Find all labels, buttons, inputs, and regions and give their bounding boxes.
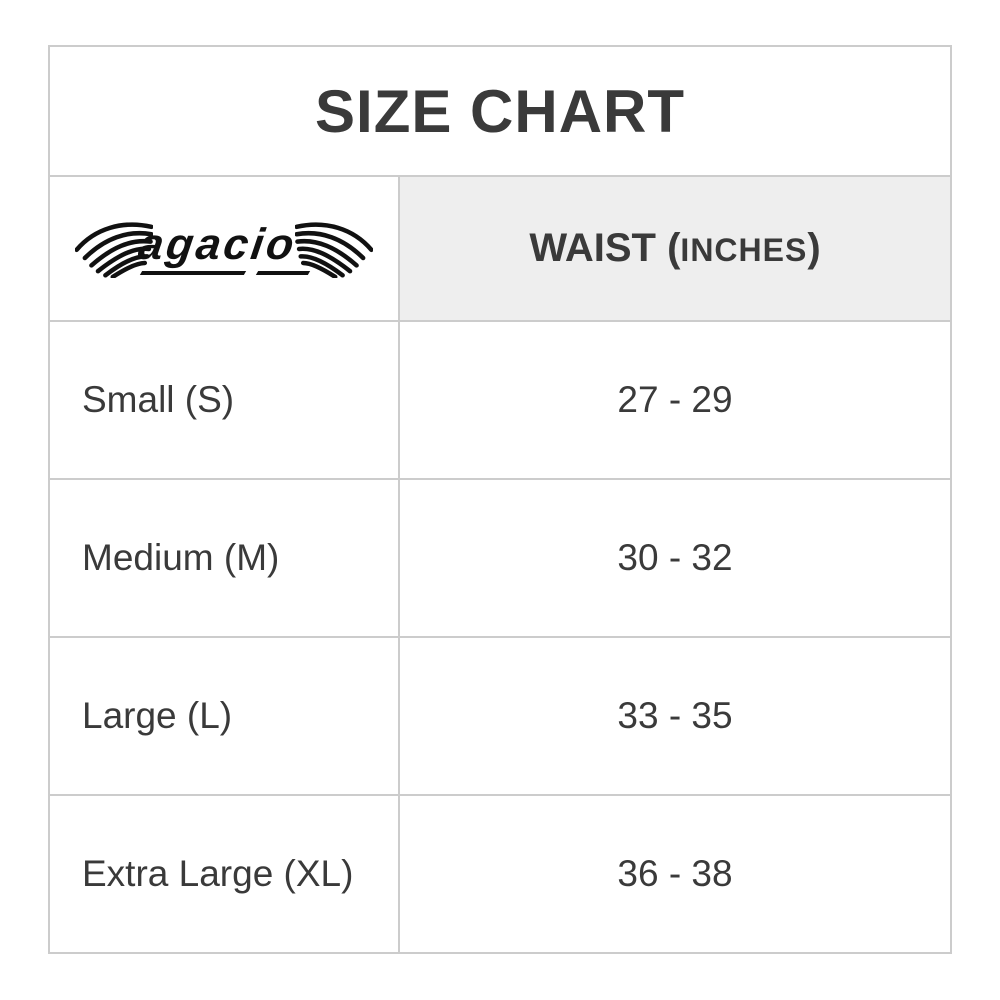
waist-cell [400, 796, 950, 952]
size-cell [50, 322, 400, 478]
waist-close-paren: ) [807, 226, 821, 270]
brand-block [135, 219, 309, 275]
table-row-medium [50, 480, 950, 638]
waist-value: 33 - 35 [617, 695, 733, 736]
waist-value: 30 - 32 [617, 537, 733, 578]
table-row-small [50, 322, 950, 480]
brand-logo-cell [50, 177, 400, 320]
agacio-logo [75, 220, 373, 278]
size-label: Medium (M) [82, 537, 280, 578]
waist-header-label [529, 226, 820, 271]
waist-cell [400, 322, 950, 478]
waist-value: 27 - 29 [617, 379, 733, 420]
size-cell [50, 638, 400, 794]
table-body [50, 322, 950, 952]
size-cell [50, 480, 400, 636]
size-label: Extra Large (XL) [82, 853, 354, 894]
page-title: SIZE CHART [315, 77, 685, 145]
waist-unit-label: INCHES [680, 232, 808, 268]
size-label: Large (L) [82, 695, 233, 736]
table-row-large [50, 638, 950, 796]
waist-cell [400, 480, 950, 636]
title-row [50, 47, 950, 177]
waist-header-cell [400, 177, 950, 320]
table-row-extra-large [50, 796, 950, 952]
table-header-row [50, 177, 950, 322]
brand-underline [140, 271, 310, 275]
size-cell [50, 796, 400, 952]
size-chart-table [48, 45, 952, 954]
size-label: Small (S) [82, 379, 235, 420]
waist-cell [400, 638, 950, 794]
waist-label: WAIST ( [529, 226, 681, 270]
brand-name: agacio [135, 219, 300, 269]
waist-value: 36 - 38 [617, 853, 733, 894]
